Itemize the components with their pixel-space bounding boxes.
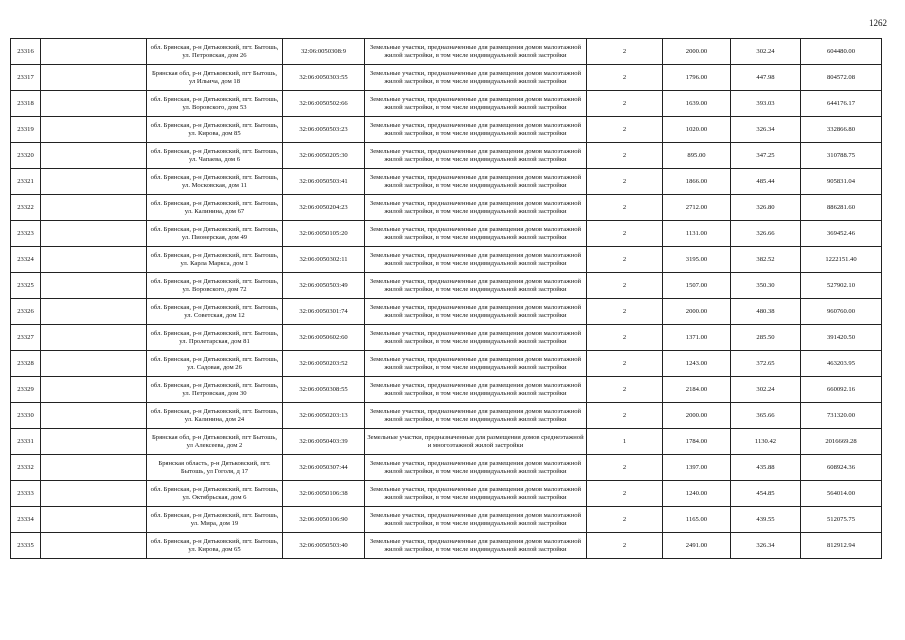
group-cell: 2 [587,481,663,507]
cadastral-number-cell: 32:06:0050203:13 [283,403,365,429]
cadastral-number-cell: 32:06:0050204:23 [283,195,365,221]
cadastral-number-cell: 32:06:0050203:52 [283,351,365,377]
table-row [11,221,882,247]
area-cell: 3195.00 [663,247,731,273]
cadastral-value-cell: 512075.75 [801,507,882,533]
row-number-cell: 23332 [11,455,41,481]
specific-value-cell: 347.25 [731,143,801,169]
cadastral-number-cell: 32:06:0050105:20 [283,221,365,247]
blank-cell [41,507,147,533]
blank-cell [41,377,147,403]
cadastral-value-table [10,38,882,559]
area-cell: 1397.00 [663,455,731,481]
group-cell: 2 [587,351,663,377]
cadastral-number-cell: 32:06:0050106:90 [283,507,365,533]
specific-value-cell: 285.50 [731,325,801,351]
land-use-cell: Земельные участки, предназначенные для размещения домов малоэтажной жилой застройки, в том числе индивидуальной жилой застройки [365,195,587,221]
row-number-cell: 23327 [11,325,41,351]
blank-cell [41,325,147,351]
table-row [11,533,882,559]
specific-value-cell: 302.24 [731,39,801,65]
specific-value-cell: 326.80 [731,195,801,221]
specific-value-cell: 480.38 [731,299,801,325]
specific-value-cell: 326.66 [731,221,801,247]
land-use-cell: Земельные участки, предназначенные для размещения домов малоэтажной жилой застройки, в том числе индивидуальной жилой застройки [365,143,587,169]
group-cell: 2 [587,533,663,559]
blank-cell [41,533,147,559]
cadastral-value-cell: 731320.00 [801,403,882,429]
address-cell: обл. Брянская, р-н Дятьковский, пгт. Бытошь, ул. Пионерская, дом 49 [147,221,283,247]
row-number-cell: 23319 [11,117,41,143]
page-number: 1262 [869,18,887,28]
land-use-cell: Земельные участки, предназначенные для размещения домов малоэтажной жилой застройки, в том числе индивидуальной жилой застройки [365,299,587,325]
blank-cell [41,91,147,117]
address-cell: обл. Брянская, р-н Дятьковский, пгт. Бытошь, ул. Московская, дом 11 [147,169,283,195]
group-cell: 2 [587,325,663,351]
cadastral-number-cell: 32:06:0050106:38 [283,481,365,507]
table-row [11,65,882,91]
area-cell: 1131.00 [663,221,731,247]
row-number-cell: 23330 [11,403,41,429]
address-cell: обл. Брянская, р-н Дятьковский, пгт. Бытошь, ул. Карла Маркса, дом 1 [147,247,283,273]
group-cell: 2 [587,247,663,273]
specific-value-cell: 326.34 [731,533,801,559]
table-row [11,39,882,65]
land-use-cell: Земельные участки, предназначенные для размещения домов малоэтажной жилой застройки, в том числе индивидуальной жилой застройки [365,39,587,65]
cadastral-value-cell: 369452.46 [801,221,882,247]
group-cell: 2 [587,299,663,325]
address-cell: Брянская обл, р-н Дятьковский, пгт Бытошь, ул Ильича, дом 18 [147,65,283,91]
area-cell: 2491.00 [663,533,731,559]
table-row [11,507,882,533]
row-number-cell: 23316 [11,39,41,65]
group-cell: 2 [587,169,663,195]
group-cell: 2 [587,455,663,481]
cadastral-value-cell: 812912.94 [801,533,882,559]
cadastral-value-cell: 332866.80 [801,117,882,143]
area-cell: 2712.00 [663,195,731,221]
row-number-cell: 23329 [11,377,41,403]
cadastral-number-cell: 32:06:0050308:9 [283,39,365,65]
address-cell: Брянская обл, р-н Дятьковский, пгт Бытошь, ул Алексеева, дом 2 [147,429,283,455]
row-number-cell: 23328 [11,351,41,377]
cadastral-number-cell: 32:06:0050403:39 [283,429,365,455]
row-number-cell: 23331 [11,429,41,455]
address-cell: обл. Брянская, р-н Дятьковский, пгт. Бытошь, ул. Петровская, дом 26 [147,39,283,65]
blank-cell [41,273,147,299]
specific-value-cell: 393.03 [731,91,801,117]
table-row [11,273,882,299]
blank-cell [41,221,147,247]
row-number-cell: 23335 [11,533,41,559]
blank-cell [41,247,147,273]
cadastral-value-cell: 2016669.28 [801,429,882,455]
specific-value-cell: 326.34 [731,117,801,143]
blank-cell [41,117,147,143]
group-cell: 2 [587,273,663,299]
blank-cell [41,299,147,325]
blank-cell [41,39,147,65]
row-number-cell: 23323 [11,221,41,247]
land-use-cell: Земельные участки, предназначенные для размещения домов малоэтажной жилой застройки, в том числе индивидуальной жилой застройки [365,169,587,195]
specific-value-cell: 372.65 [731,351,801,377]
cadastral-value-cell: 960760.00 [801,299,882,325]
cadastral-number-cell: 32:06:0050301:74 [283,299,365,325]
area-cell: 895.00 [663,143,731,169]
table-row [11,247,882,273]
row-number-cell: 23325 [11,273,41,299]
land-use-cell: Земельные участки, предназначенные для размещения домов среднеэтажной и многоэтажной жилой застройки [365,429,587,455]
table-row [11,169,882,195]
land-use-cell: Земельные участки, предназначенные для размещения домов малоэтажной жилой застройки, в том числе индивидуальной жилой застройки [365,117,587,143]
land-use-cell: Земельные участки, предназначенные для размещения домов малоэтажной жилой застройки, в том числе индивидуальной жилой застройки [365,351,587,377]
group-cell: 2 [587,117,663,143]
land-use-cell: Земельные участки, предназначенные для размещения домов малоэтажной жилой застройки, в том числе индивидуальной жилой застройки [365,65,587,91]
row-number-cell: 23334 [11,507,41,533]
land-use-cell: Земельные участки, предназначенные для размещения домов малоэтажной жилой застройки, в том числе индивидуальной жилой застройки [365,481,587,507]
cadastral-value-cell: 644176.17 [801,91,882,117]
row-number-cell: 23318 [11,91,41,117]
area-cell: 2184.00 [663,377,731,403]
cadastral-value-cell: 804572.08 [801,65,882,91]
table-row [11,377,882,403]
land-use-cell: Земельные участки, предназначенные для размещения домов малоэтажной жилой застройки, в том числе индивидуальной жилой застройки [365,507,587,533]
address-cell: обл. Брянская, р-н Дятьковский, пгт. Бытошь, ул. Воровского, дом 53 [147,91,283,117]
area-cell: 1240.00 [663,481,731,507]
cadastral-value-cell: 660092.16 [801,377,882,403]
specific-value-cell: 435.88 [731,455,801,481]
group-cell: 2 [587,507,663,533]
land-use-cell: Земельные участки, предназначенные для размещения домов малоэтажной жилой застройки, в том числе индивидуальной жилой застройки [365,377,587,403]
cadastral-value-cell: 310788.75 [801,143,882,169]
cadastral-value-cell: 1222151.40 [801,247,882,273]
cadastral-value-cell: 391420.50 [801,325,882,351]
specific-value-cell: 454.85 [731,481,801,507]
row-number-cell: 23333 [11,481,41,507]
land-use-cell: Земельные участки, предназначенные для размещения домов малоэтажной жилой застройки, в том числе индивидуальной жилой застройки [365,221,587,247]
cadastral-number-cell: 32:06:0050303:55 [283,65,365,91]
specific-value-cell: 485.44 [731,169,801,195]
group-cell: 2 [587,143,663,169]
group-cell: 1 [587,429,663,455]
land-use-cell: Земельные участки, предназначенные для размещения домов малоэтажной жилой застройки, в том числе индивидуальной жилой застройки [365,91,587,117]
group-cell: 2 [587,221,663,247]
address-cell: обл. Брянская, р-н Дятьковский, пгт. Бытошь, ул. Воровского, дом 72 [147,273,283,299]
area-cell: 1243.00 [663,351,731,377]
group-cell: 2 [587,65,663,91]
address-cell: обл. Брянская, р-н Дятьковский, пгт. Бытошь, ул. Октябрьская, дом 6 [147,481,283,507]
blank-cell [41,143,147,169]
row-number-cell: 23321 [11,169,41,195]
specific-value-cell: 302.24 [731,377,801,403]
area-cell: 2000.00 [663,403,731,429]
cadastral-number-cell: 32:06:0050205:30 [283,143,365,169]
row-number-cell: 23322 [11,195,41,221]
address-cell: обл. Брянская, р-н Дятьковский, пгт. Бытошь, ул. Чапаева, дом 6 [147,143,283,169]
address-cell: обл. Брянская, р-н Дятьковский, пгт. Бытошь, ул. Советская, дом 12 [147,299,283,325]
address-cell: обл. Брянская, р-н Дятьковский, пгт. Бытошь, ул. Калинина, дом 67 [147,195,283,221]
cadastral-value-cell: 463203.95 [801,351,882,377]
address-cell: обл. Брянская, р-н Дятьковский, пгт. Бытошь, ул. Калинина, дом 24 [147,403,283,429]
specific-value-cell: 439.55 [731,507,801,533]
specific-value-cell: 365.66 [731,403,801,429]
blank-cell [41,455,147,481]
cadastral-value-cell: 886281.60 [801,195,882,221]
address-cell: Брянская область, р-н Дятьковский, пгт. Бытошь, ул Гоголя, д 17 [147,455,283,481]
area-cell: 2000.00 [663,299,731,325]
specific-value-cell: 350.30 [731,273,801,299]
cadastral-value-cell: 564014.00 [801,481,882,507]
land-use-cell: Земельные участки, предназначенные для размещения домов малоэтажной жилой застройки, в том числе индивидуальной жилой застройки [365,403,587,429]
group-cell: 2 [587,39,663,65]
land-use-cell: Земельные участки, предназначенные для размещения домов малоэтажной жилой застройки, в том числе индивидуальной жилой застройки [365,455,587,481]
table-row [11,351,882,377]
area-cell: 1507.00 [663,273,731,299]
table-row [11,299,882,325]
area-cell: 1165.00 [663,507,731,533]
table-row [11,91,882,117]
address-cell: обл. Брянская, р-н Дятьковский, пгт. Бытошь, ул. Кирова, дом 65 [147,533,283,559]
table-body [11,39,882,559]
cadastral-number-cell: 32:06:0050503:49 [283,273,365,299]
blank-cell [41,195,147,221]
area-cell: 1371.00 [663,325,731,351]
table-row [11,195,882,221]
blank-cell [41,429,147,455]
table-row [11,481,882,507]
land-use-cell: Земельные участки, предназначенные для размещения домов малоэтажной жилой застройки, в том числе индивидуальной жилой застройки [365,273,587,299]
row-number-cell: 23326 [11,299,41,325]
blank-cell [41,65,147,91]
area-cell: 1796.00 [663,65,731,91]
address-cell: обл. Брянская, р-н Дятьковский, пгт. Бытошь, ул. Петровская, дом 30 [147,377,283,403]
address-cell: обл. Брянская, р-н Дятьковский, пгт. Бытошь, ул. Пролетарская, дом 81 [147,325,283,351]
group-cell: 2 [587,91,663,117]
group-cell: 2 [587,403,663,429]
row-number-cell: 23317 [11,65,41,91]
table-row [11,117,882,143]
cadastral-number-cell: 32:06:0050503:41 [283,169,365,195]
cadastral-number-cell: 32:06:0050503:40 [283,533,365,559]
table-row [11,403,882,429]
blank-cell [41,481,147,507]
address-cell: обл. Брянская, р-н Дятьковский, пгт. Бытошь, ул. Кирова, дом 85 [147,117,283,143]
area-cell: 2000.00 [663,39,731,65]
row-number-cell: 23324 [11,247,41,273]
land-use-cell: Земельные участки, предназначенные для размещения домов малоэтажной жилой застройки, в том числе индивидуальной жилой застройки [365,533,587,559]
group-cell: 2 [587,377,663,403]
area-cell: 1020.00 [663,117,731,143]
cadastral-number-cell: 32:06:0050602:60 [283,325,365,351]
table-row [11,429,882,455]
area-cell: 1784.00 [663,429,731,455]
blank-cell [41,403,147,429]
blank-cell [41,169,147,195]
cadastral-number-cell: 32:06:0050503:23 [283,117,365,143]
table-row [11,325,882,351]
table-row [11,143,882,169]
cadastral-value-cell: 604480.00 [801,39,882,65]
cadastral-value-cell: 527902.10 [801,273,882,299]
land-use-cell: Земельные участки, предназначенные для размещения домов малоэтажной жилой застройки, в том числе индивидуальной жилой застройки [365,325,587,351]
cadastral-value-cell: 608924.36 [801,455,882,481]
area-cell: 1639.00 [663,91,731,117]
cadastral-number-cell: 32:06:0050502:66 [283,91,365,117]
group-cell: 2 [587,195,663,221]
cadastral-number-cell: 32:06:0050308:55 [283,377,365,403]
area-cell: 1866.00 [663,169,731,195]
land-use-cell: Земельные участки, предназначенные для размещения домов малоэтажной жилой застройки, в том числе индивидуальной жилой застройки [365,247,587,273]
row-number-cell: 23320 [11,143,41,169]
table-row [11,455,882,481]
cadastral-number-cell: 32:06:0050307:44 [283,455,365,481]
cadastral-value-cell: 905831.04 [801,169,882,195]
cadastral-number-cell: 32:06:0050302:11 [283,247,365,273]
blank-cell [41,351,147,377]
specific-value-cell: 447.98 [731,65,801,91]
address-cell: обл. Брянская, р-н Дятьковский, пгт. Бытошь, ул. Мира, дом 19 [147,507,283,533]
address-cell: обл. Брянская, р-н Дятьковский, пгт. Бытошь, ул. Садовая, дом 26 [147,351,283,377]
specific-value-cell: 1130.42 [731,429,801,455]
specific-value-cell: 382.52 [731,247,801,273]
